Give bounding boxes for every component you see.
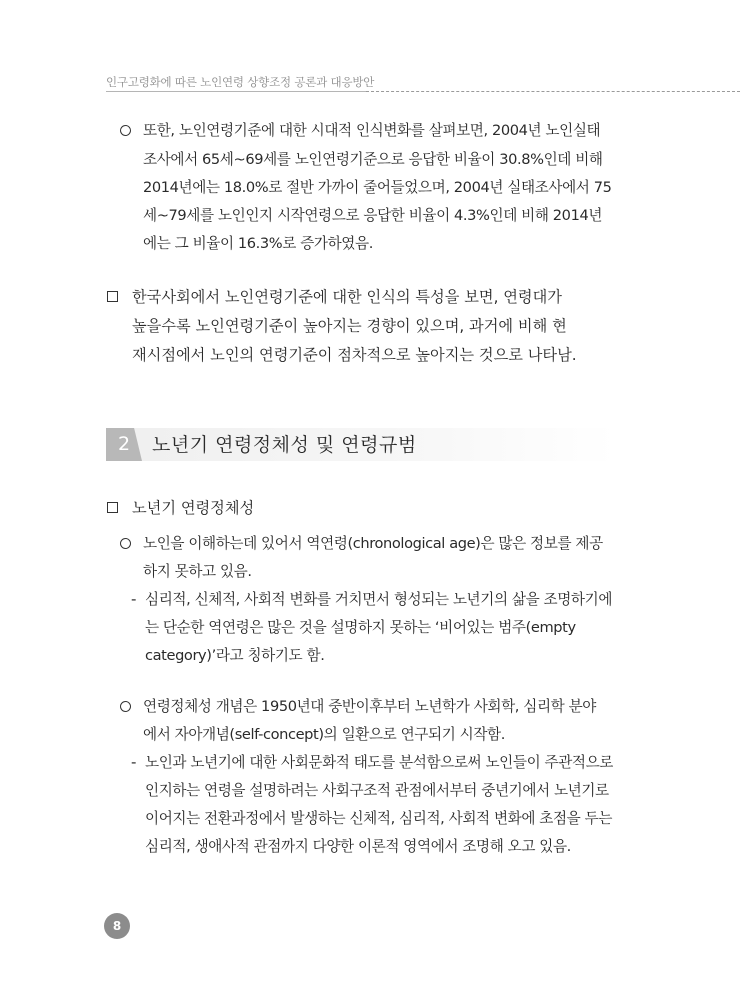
section-title: 노년기 연령정체성 및 연령규범 [152, 434, 417, 456]
paragraph-line: 는 단순한 역연령은 많은 것을 설명하지 못하는 ‘비어있는 범주(empty [145, 619, 576, 636]
paragraph-line: 높을수록 노인연령기준이 높아지는 경향이 있으며, 과거에 비해 현 [132, 317, 567, 335]
paragraph-line: 재시점에서 노인의 연령기준이 점차적으로 높아지는 것으로 나타남. [132, 346, 577, 364]
page-number-badge: 8 [104, 913, 130, 939]
circle-bullet-icon [120, 701, 131, 712]
paragraph-line: 한국사회에서 노인연령기준에 대한 인식의 특성을 보면, 연령대가 [132, 288, 562, 306]
circle-bullet-icon [120, 125, 131, 136]
square-bullet-icon [107, 502, 118, 513]
section-number: 2 [117, 433, 131, 455]
header-dashed-rule [366, 91, 740, 92]
paragraph-line: 심리적, 신체적, 사회적 변화를 거치면서 형성되는 노년기의 삶을 조명하기에 [145, 591, 613, 608]
paragraph-line: 에는 그 비율이 16.3%로 증가하였음. [143, 235, 373, 252]
paragraph-line: 연령정체성 개념은 1950년대 중반이후부터 노년학가 사회학, 심리학 분야 [143, 698, 596, 715]
paragraph-line: 에서 자아개념(self-concept)의 일환으로 연구되기 시작함. [143, 726, 505, 743]
paragraph-line: 조사에서 65세~69세를 노인연령기준으로 응답한 비율이 30.8%인데 비해 [143, 151, 603, 168]
paragraph-line: 노인을 이해하는데 있어서 역연령(chronological age)은 많은 정보를 제공 [143, 535, 603, 552]
paragraph-line: category)’라고 칭하기도 함. [145, 647, 325, 664]
paragraph-line: 하지 못하고 있음. [143, 563, 252, 580]
subheading: 노년기 연령정체성 [132, 499, 255, 517]
paragraph-line: 이어지는 전환과정에서 발생하는 신체적, 심리적, 사회적 변화에 초점을 두는 [145, 810, 613, 827]
dash-bullet: - [131, 590, 137, 608]
paragraph-line: 2014년에는 18.0%로 절반 가까이 줄어들었으며, 2004년 실태조사에서 75 [143, 179, 612, 196]
paragraph-line: 세~79세를 노인인지 시작연령으로 응답한 비율이 4.3%인데 비해 2014년 [143, 207, 603, 224]
paragraph-line: 노인과 노년기에 대한 사회문화적 태도를 분석함으로써 노인들이 주관적으로 [145, 754, 613, 771]
header-rule [106, 91, 366, 92]
paragraph-line: 인지하는 연령을 설명하려는 사회구조적 관점에서부터 중년기에서 노년기로 [145, 782, 609, 799]
dash-bullet: - [131, 753, 137, 771]
running-header-title: 인구고령화에 따른 노인연령 상향조정 공론과 대응방안 [106, 75, 375, 89]
paragraph-line: 심리적, 생애사적 관점까지 다양한 이론적 영역에서 조명해 오고 있음. [145, 838, 571, 855]
circle-bullet-icon [120, 538, 131, 549]
paragraph-line: 또한, 노인연령기준에 대한 시대적 인식변화를 살펴보면, 2004년 노인실태 [143, 122, 601, 139]
square-bullet-icon [107, 291, 118, 302]
